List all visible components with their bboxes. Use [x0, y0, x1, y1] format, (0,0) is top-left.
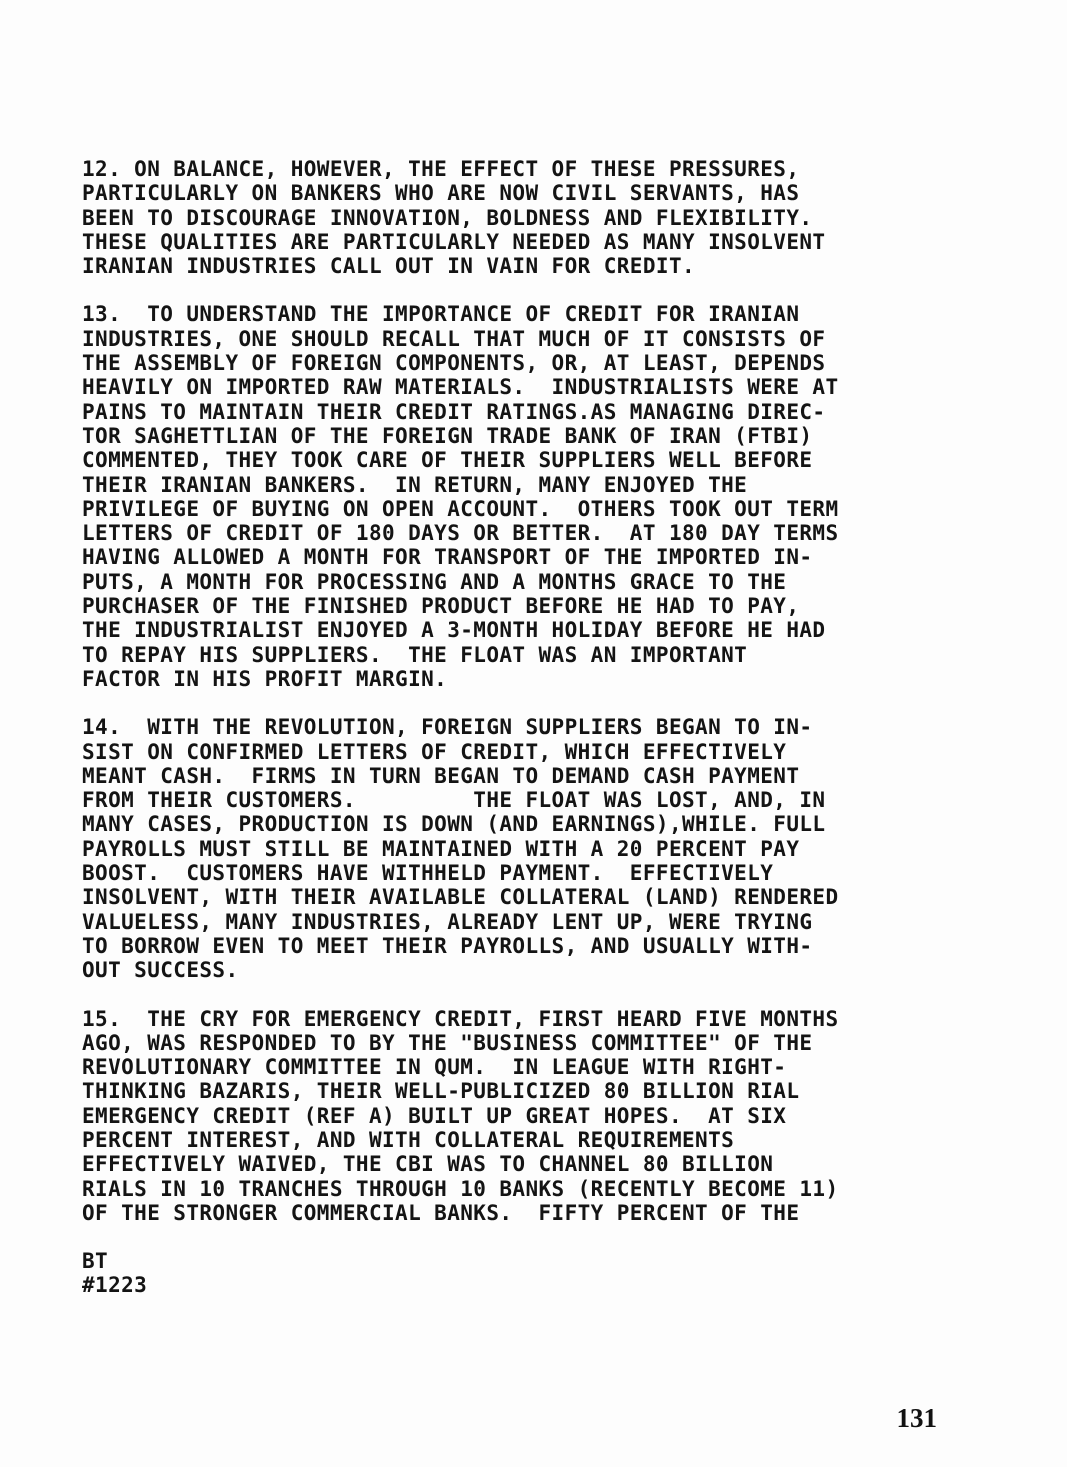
paragraph-14 [82, 715, 982, 982]
text-line: INDUSTRIES, ONE SHOULD RECALL THAT MUCH OF IT CONSISTS OF [82, 326, 826, 351]
paragraph-15 [82, 1007, 982, 1226]
text-line: IRANIAN INDUSTRIES CALL OUT IN VAIN FOR CREDIT. [82, 254, 696, 279]
text-line: 12. ON BALANCE, HOWEVER, THE EFFECT OF THESE PRESSURES, [82, 157, 800, 181]
text-line: EFFECTIVELY WAIVED, THE CBI WAS TO CHANNEL 80 BILLION [82, 1152, 774, 1177]
text-line: PERCENT INTEREST, AND WITH COLLATERAL REQUIREMENTS [82, 1127, 735, 1152]
paragraph-13 [82, 302, 982, 691]
text-line: PURCHASER OF THE FINISHED PRODUCT BEFORE HE HAD TO PAY, [82, 594, 800, 619]
text-line: FROM THEIR CUSTOMERS. THE FLOAT WAS LOST, AND, IN [82, 788, 826, 813]
text-line: TO BORROW EVEN TO MEET THEIR PAYROLLS, AND USUALLY WITH- [82, 933, 813, 958]
text-line: TOR SAGHETTLIAN OF THE FOREIGN TRADE BANK OF IRAN (FTBI) [82, 423, 813, 448]
cable-text [82, 157, 982, 1298]
text-line: SIST ON CONFIRMED LETTERS OF CREDIT, WHICH EFFECTIVELY [82, 739, 787, 764]
text-line: PAINS TO MAINTAIN THEIR CREDIT RATINGS.AS MANAGING DIREC- [82, 399, 826, 424]
text-line: MANY CASES, PRODUCTION IS DOWN (AND EARNINGS),WHILE. FULL [82, 812, 826, 837]
text-line: PARTICULARLY ON BANKERS WHO ARE NOW CIVIL SERVANTS, HAS [82, 181, 800, 206]
text-line: LETTERS OF CREDIT OF 180 DAYS OR BETTER. AT 180 DAY TERMS [82, 521, 839, 546]
text-line: PAYROLLS MUST STILL BE MAINTAINED WITH A 20 PERCENT PAY [82, 836, 800, 861]
text-line: THE ASSEMBLY OF FOREIGN COMPONENTS, OR, AT LEAST, DEPENDS [82, 351, 826, 376]
page-number: 131 [896, 1403, 937, 1433]
text-line: RIALS IN 10 TRANCHES THROUGH 10 BANKS (RECENTLY BECOME 11) [82, 1176, 839, 1201]
text-line: 13. TO UNDERSTAND THE IMPORTANCE OF CREDIT FOR IRANIAN [82, 302, 800, 327]
text-line: HEAVILY ON IMPORTED RAW MATERIALS. INDUSTRIALISTS WERE AT [82, 375, 839, 400]
text-line: 15. THE CRY FOR EMERGENCY CREDIT, FIRST HEARD FIVE MONTHS [82, 1006, 839, 1031]
text-line: PUTS, A MONTH FOR PROCESSING AND A MONTHS GRACE TO THE [82, 569, 787, 594]
cable-trailer [82, 1249, 982, 1298]
text-line: PRIVILEGE OF BUYING ON OPEN ACCOUNT. OTHERS TOOK OUT TERM [82, 496, 839, 521]
text-line: OF THE STRONGER COMMERCIAL BANKS. FIFTY PERCENT OF THE [82, 1200, 800, 1225]
text-line: EMERGENCY CREDIT (REF A) BUILT UP GREAT HOPES. AT SIX [82, 1103, 787, 1128]
text-line: HAVING ALLOWED A MONTH FOR TRANSPORT OF THE IMPORTED IN- [82, 545, 813, 570]
text-line: OUT SUCCESS. [82, 958, 239, 983]
text-line: THE INDUSTRIALIST ENJOYED A 3-MONTH HOLIDAY BEFORE HE HAD [82, 618, 826, 643]
text-line: COMMENTED, THEY TOOK CARE OF THEIR SUPPLIERS WELL BEFORE [82, 448, 813, 473]
text-line: 14. WITH THE REVOLUTION, FOREIGN SUPPLIERS BEGAN TO IN- [82, 715, 813, 740]
paragraph-12 [82, 157, 982, 278]
text-line: AGO, WAS RESPONDED TO BY THE "BUSINESS COMMITTEE" OF THE [82, 1030, 813, 1055]
text-line: THESE QUALITIES ARE PARTICULARLY NEEDED AS MANY INSOLVENT [82, 229, 826, 254]
text-line: THINKING BAZARIS, THEIR WELL-PUBLICIZED 80 BILLION RIAL [82, 1079, 800, 1104]
text-line: FACTOR IN HIS PROFIT MARGIN. [82, 666, 448, 691]
text-line: THEIR IRANIAN BANKERS. IN RETURN, MANY ENJOYED THE [82, 472, 748, 497]
text-line: REVOLUTIONARY COMMITTEE IN QUM. IN LEAGUE WITH RIGHT- [82, 1055, 787, 1080]
text-line: MEANT CASH. FIRMS IN TURN BEGAN TO DEMAND CASH PAYMENT [82, 763, 800, 788]
text-line: VALUELESS, MANY INDUSTRIES, ALREADY LENT UP, WERE TRYING [82, 909, 813, 934]
cable-number: #1223 [82, 1273, 148, 1298]
text-line: BEEN TO DISCOURAGE INNOVATION, BOLDNESS AND FLEXIBILITY. [82, 205, 813, 230]
text-line: TO REPAY HIS SUPPLIERS. THE FLOAT WAS AN IMPORTANT [82, 642, 748, 667]
text-line: INSOLVENT, WITH THEIR AVAILABLE COLLATERAL (LAND) RENDERED [82, 885, 839, 910]
break-marker: BT [82, 1249, 109, 1274]
text-line: BOOST. CUSTOMERS HAVE WITHHELD PAYMENT. EFFECTIVELY [82, 861, 774, 886]
